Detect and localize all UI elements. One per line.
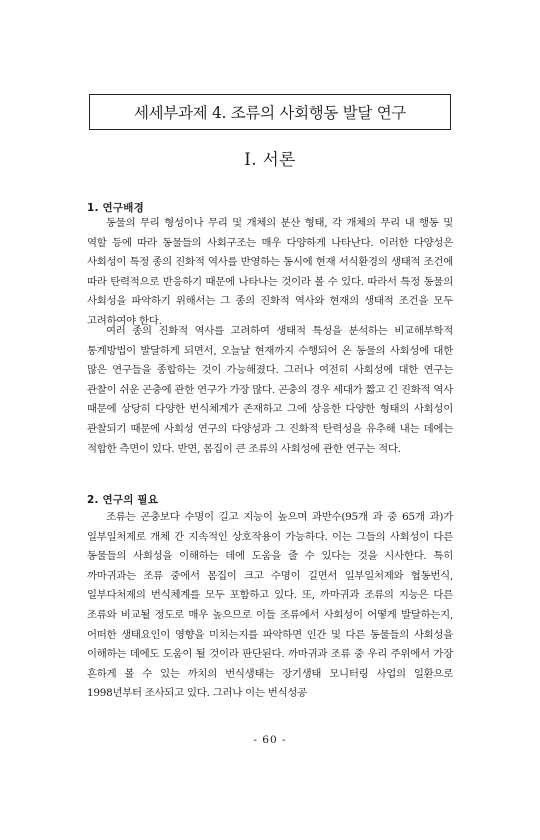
subproject-title: 세세부과제 4. 조류의 사회행동 발달 연구 [133, 104, 407, 122]
paragraph-necessity-1: 조류는 곤충보다 수명이 길고 지능이 높으며 과반수(95개 과 중 65개 과)가 일부일처제로 개체 간 지속적인 상호작용이 가능하다. 이는 그들의 사회성이 다른 동물들의 사회성을 이해하는 데에 도움을 줄 수 있다는 것을 시사한다. 특히 까마귀과는 조류 중에서 몸집이 크고 수명이 길면서 일부일처제와 협동번식, 일부다처제의 번식체계를 모두 포함하고 있다. 또, 까마귀과 조류의 지능은 다른 조류와 비교될 정도로 매우 높으므로 이들 조류에서 사회성이 어떻게 발달하는지, 어떠한 생태요인이 영향을 미치는지를 파악하면 인간 및 다른 동물들의 사회성을 이해하는 데에도 도움이 될 것이라 판단된다. 까마귀과 조류 중 우리 주위에서 가장 흔하게 볼 수 있는 까치의 번식생태는 장기생태 모니터링 사업의 일환으로 1998년부터 조사되고 있다. 그러나 이는 번식성공 [87, 511, 453, 700]
chapter-heading: Ⅰ. 서론 [244, 150, 296, 169]
page-number: - 60 - [253, 734, 287, 746]
paragraph-background-1: 동물의 무리 형성이나 무리 및 개체의 분산 형태, 각 개체의 무리 내 행동 및 역할 등에 따라 동물들의 사회구조는 매우 다양하게 나타난다. 이러한 다양성은 사회성이 특정 종의 진화적 역사를 반영하는 동시에 현재 서식환경의 생태적 조건에 따라 탄력적으로 반응하기 때문에 나타나는 것이라 볼 수 있다. 따라서 특정 동물의 사회성을 파악하기 위해서는 그 종의 진화적 역사와 현재의 생태적 조건을 모두 고려하여야 한다. [87, 217, 453, 327]
paragraph-background-2: 여러 종의 진화적 역사를 고려하여 생태적 특성을 분석하는 비교해부학적 통계방법이 발달하게 되면서, 오늘날 현재까지 수행되어 온 동물의 사회성에 대한 많은 연구들을 종합하는 것이 가능해졌다. 그러나 여전히 사회성에 대한 연구는 관찰이 쉬운 곤충에 관한 연구가 가장 많다. 곤충의 경우 세대가 짧고 긴 진화적 역사 때문에 상당히 다양한 번식체계가 존재하고 그에 상응한 다양한 형태의 사회성이 관찰되기 때문에 사회성 연구의 다양성과 그 진화적 탄력성을 유추해 내는 데에는 적합한 측면이 있다. 반면, 몸집이 큰 조류의 사회성에 관한 연구는 적다. [87, 325, 453, 455]
section-heading-background: 1. 연구배경 [87, 202, 144, 214]
subproject-title-box [89, 94, 451, 130]
section-heading-necessity: 2. 연구의 필요 [87, 494, 159, 506]
